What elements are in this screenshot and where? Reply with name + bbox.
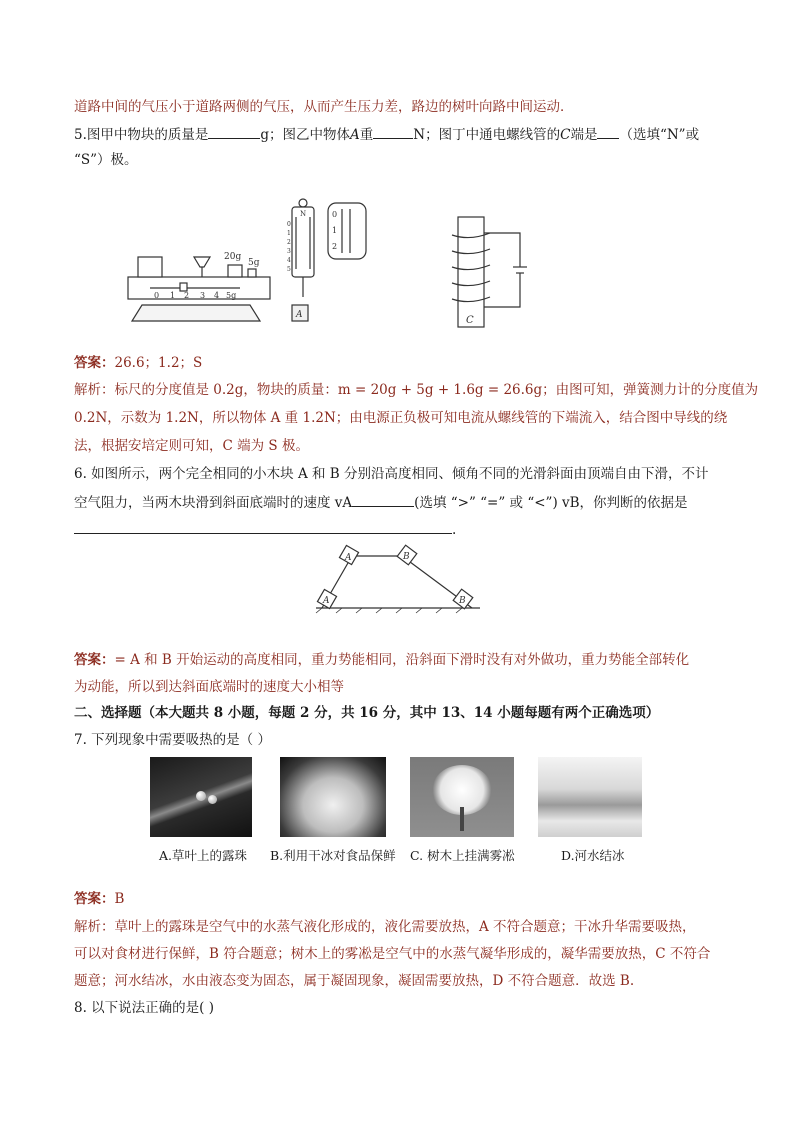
q5-analysis-line1: 解析：标尺的分度值是 0.2g，物块的质量：m = 20g + 5g + 1.6g = 26.6g；由图可知，弹簧测力计的分度值为: [74, 382, 759, 398]
q7-option-c: C. 树木上挂满雾凇: [410, 848, 515, 863]
q7-option-a: A.草叶上的露珠: [159, 848, 248, 863]
q5-blank-pole: [597, 124, 619, 139]
meter-tick-5: 5: [287, 266, 291, 273]
meter-tick-1: 1: [287, 230, 291, 237]
zoom-tick-1: 1: [332, 226, 338, 235]
q5-analysis-line2: 0.2N，示数为 1.2N，所以物体 A 重 1.2N；由电源正负极可知电流从螺线管的下端流入，结合图中导线的绕: [74, 410, 728, 426]
q6-label-a-bottom: A: [323, 596, 330, 606]
zoom-tick-0: 0: [332, 210, 338, 219]
q5-answer-value: 26.6；1.2；S: [114, 355, 203, 371]
q6-answer-label: 答案：: [74, 652, 115, 668]
q6-label-b-bottom: B: [459, 596, 466, 606]
q5-var-a: A: [350, 127, 360, 143]
photo-rime-tree: [410, 757, 514, 837]
q7-answer: [74, 889, 734, 909]
q6-stem-line1: 6. 如图所示，两个完全相同的小木块 A 和 B 分别沿高度相同、倾角不同的光滑斜面由顶端自由下滑，不计: [74, 466, 709, 482]
q7-analysis-line2: 可以对食材进行保鲜，B 符合题意；树木上的雾凇是空气中的水蒸气凝华形成的，凝华需要放热，C 不符合: [74, 946, 711, 962]
meter-tick-2: 2: [287, 239, 291, 246]
q5-answer: [74, 353, 734, 373]
q6-line-end: .: [452, 522, 457, 538]
weight-label-5g: 5g: [248, 258, 260, 268]
q8-stem: 8. 以下说法正确的是( ): [74, 1000, 214, 1016]
q5-var-c: C: [560, 127, 571, 143]
q6-slopes-figure: [312, 544, 484, 614]
q7-option-b: B.利用干冰对食品保鲜: [270, 848, 396, 863]
q5-figure: [120, 195, 620, 330]
photo-dew-on-grass: [150, 757, 252, 837]
q5-answer-label: 答案：: [74, 355, 115, 371]
previous-analysis-line: 道路中间的气压小于道路两侧的气压，从而产生压力差，路边的树叶向路中间运动．: [74, 99, 574, 115]
meter-unit: N: [300, 210, 307, 218]
weight-label-20g: 20g: [224, 252, 242, 262]
q5-text-4: N；图丁中通电螺线管的: [413, 127, 561, 143]
meter-tick-4: 4: [287, 257, 291, 264]
q7-answer-value: B: [114, 891, 125, 907]
solenoid: [452, 217, 527, 327]
q7-stem: 7. 下列现象中需要吸热的是（ ）: [74, 732, 271, 748]
q6-stem-line3: [74, 519, 734, 540]
scale-tick-5: 5g: [226, 291, 237, 300]
q5-blank-mass: [208, 124, 260, 139]
zoom-tick-2: 2: [332, 242, 338, 251]
q7-analysis-line3: 题意；河水结冰，水由液态变为固态，属于凝固现象，凝固需要放热，D 不符合题意．故选 B.: [74, 973, 635, 989]
q6-text-a: 空气阻力，当两木块滑到斜面底端时的速度 vA: [74, 495, 353, 511]
q6-blank-compare: [352, 492, 414, 507]
scale-tick-2: 2: [184, 291, 190, 300]
q6-answer-line2: 为动能，所以到达斜面底端时的速度大小相等: [74, 679, 344, 695]
section-title: 二、选择题（本大题共 8 小题，每题 2 分，共 16 分，其中 13、14 小题每题有两个正确选项）: [74, 705, 660, 721]
q6-answer-line1: [74, 650, 734, 670]
q6-stem-line2: [74, 492, 734, 513]
q5-text-2: g；图乙中物体: [260, 127, 351, 143]
q5-stem-line2: “S”）极。: [74, 152, 138, 168]
photo-dry-ice-food: [280, 757, 386, 837]
q6-label-b-top: B: [403, 552, 410, 562]
q7-option-d: D.河水结冰: [561, 848, 625, 863]
meter-tick-3: 3: [287, 248, 291, 255]
q5-blank-weight: [373, 124, 413, 139]
scale-tick-1: 1: [170, 291, 176, 300]
scale-tick-4: 4: [214, 291, 220, 300]
q5-text-3: 重: [359, 127, 374, 143]
q6-text-b: (选填 “>” “=” 或 “<”) vB，你判断的依据是: [414, 495, 688, 511]
q5-text-5: 端是: [570, 127, 598, 143]
q7-answer-label: 答案：: [74, 891, 115, 907]
q5-analysis-line3: 法，根据安培定则可知，C 端为 S 极。: [74, 438, 309, 454]
q6-label-a-top: A: [345, 553, 352, 563]
scale-tick-0: 0: [154, 291, 160, 300]
q6-answer-text1: = A 和 B 开始运动的高度相同，重力势能相同，沿斜面下滑时没有对外做功，重力势能全部转化: [114, 652, 690, 668]
scale-tick-3: 3: [200, 291, 206, 300]
meter-tick-0: 0: [287, 221, 291, 228]
q5-text-6: （选填“N”或: [619, 127, 700, 143]
q6-blank-reason: [74, 519, 452, 534]
q5-stem-line1: [74, 124, 734, 145]
photo-river-ice: [538, 757, 642, 837]
q7-analysis-line1: 解析：草叶上的露珠是空气中的水蒸气液化形成的，液化需要放热，A 不符合题意；干冰升华需要吸热，: [74, 919, 696, 935]
q5-text-1: 5.图甲中物块的质量是: [74, 127, 209, 143]
coil-c-label: C: [466, 315, 474, 326]
block-a-label: A: [296, 310, 303, 320]
